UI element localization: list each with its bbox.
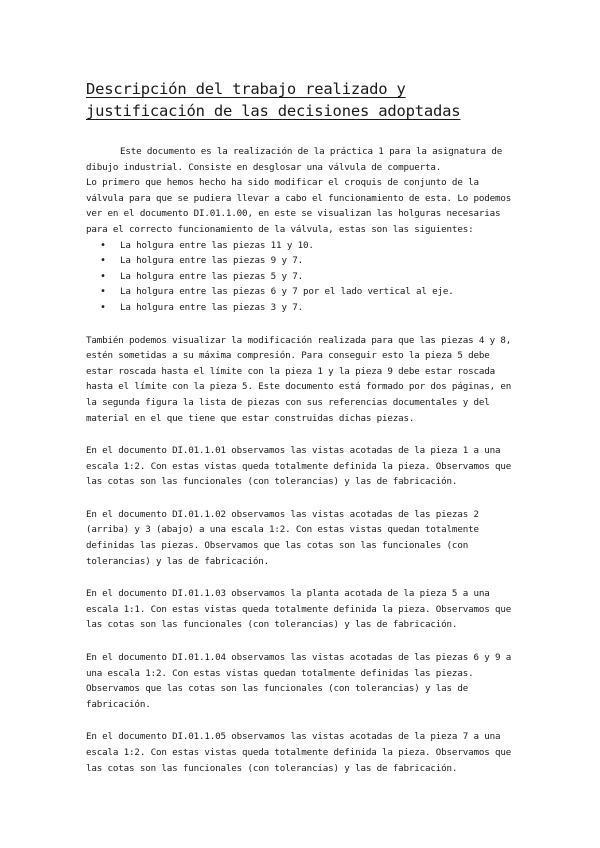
list-item: • La holgura entre las piezas 6 y 7 por el lado vertical al eje. (120, 284, 514, 300)
document-body (86, 144, 514, 776)
list-item: • La holgura entre las piezas 9 y 7. (120, 253, 514, 269)
intro-paragraph: Lo primero que hemos hecho ha sido modificar el croquis de conjunto de la válvula para que se pudiera llevar a cabo el funcionamiento de esta. Lo podemos ver en el documento DI.01.1.00, en este se visualizan las holguras necesarias para el correcto funcionamiento de la válvula, estas son las siguientes: (86, 177, 512, 235)
page-title: Descripción del trabajo realizado y justificación de las decisiones adoptadas (86, 80, 461, 120)
holguras-list (86, 238, 514, 316)
body-paragraph: En el documento DI.01.1.03 observamos la planta acotada de la pieza 5 a una escala 1:1. Con estas vistas queda totalmente definida la pieza. Observamos que las cotas son las funcionales (con tolerancias) y las de fabricación. (86, 588, 512, 631)
list-item: • La holgura entre las piezas 5 y 7. (120, 269, 514, 285)
body-paragraph: En el documento DI.01.1.02 observamos las vistas acotadas de las piezas 2 (arriba) y 3 (abajo) a una escala 1:2. Con estas vistas quedan totalmente definidas las piezas. Observamos que las cotas son las funcionales (con tolerancias) y las de fabricación. (86, 508, 479, 567)
body-paragraph: En el documento DI.01.1.05 observamos las vistas acotadas de la pieza 7 a una escala 1:2. Con estas vistas queda totalmente definida la pieza. Observamos que las cotas son las funcionales (con tolerancias) y las de fabricación. (86, 731, 512, 774)
body-paragraph: En el documento DI.01.1.01 observamos las vistas acotadas de la pieza 1 a una escala 1:2. Con estas vistas queda totalmente definida la pieza. Observamos que las cotas son las funcionales (con tolerancias) y las de fabricación. (86, 445, 512, 488)
list-item: • La holgura entre las piezas 11 y 10. (120, 238, 514, 254)
list-item: • La holgura entre las piezas 3 y 7. (120, 300, 514, 316)
body-paragraph: También podemos visualizar la modificación realizada para que las piezas 4 y 8, estén sometidas a su máxima compresión. Para conseguir esto la pieza 5 debe estar roscada hasta el límite con la pieza 1 y la pieza 9 debe estar roscada hasta el límite con la pieza 5. Este documento está formado por dos páginas, en la segunda figura la lista de piezas con sus referencias documentales y del material en el que tiene que estar construidas dichas piezas. (86, 334, 512, 424)
body-paragraph: En el documento DI.01.1.04 observamos las vistas acotadas de las piezas 6 y 9 a una escala 1:2. Con estas vistas quedan totalmente definidas las piezas. Observamos que las cotas son las funcionales (con tolerancias) y las de fabricación. (86, 652, 512, 710)
intro-paragraph: Este documento es la realización de la práctica 1 para la asignatura de dibujo industrial. Consiste en desglosar una válvula de compuerta. (86, 146, 503, 173)
